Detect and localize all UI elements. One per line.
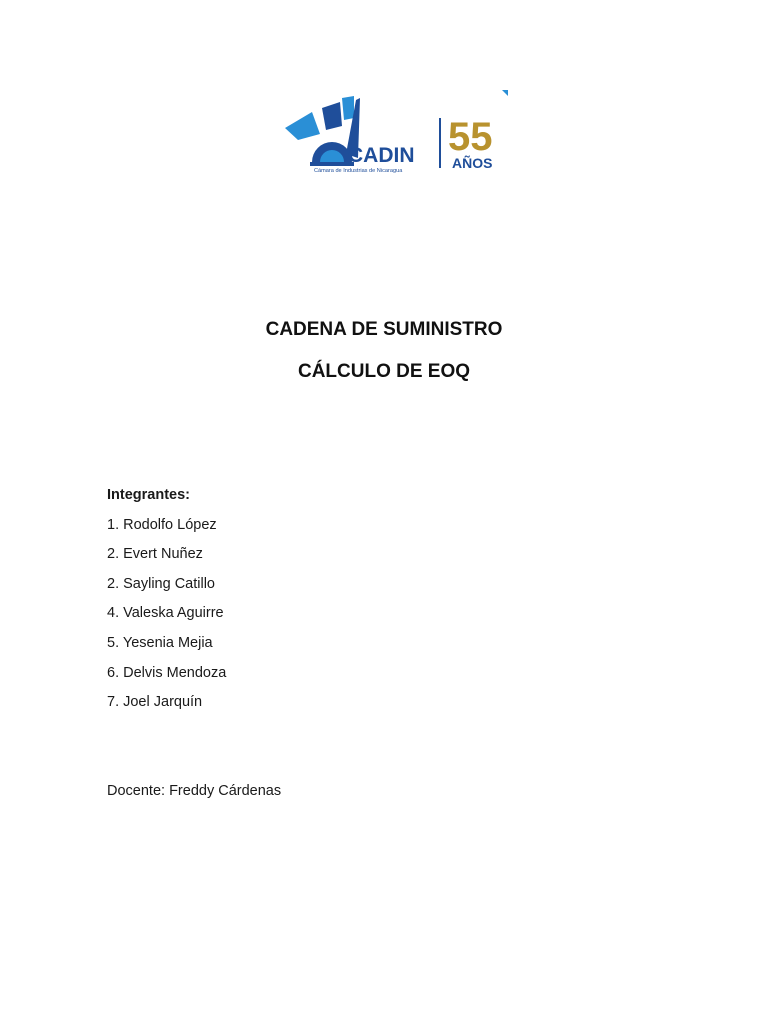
title-block <box>0 316 768 400</box>
member-item: 6. Delvis Mendoza <box>107 664 227 681</box>
member-item: 7. Joel Jarquín <box>107 694 203 711</box>
logo-divider <box>439 118 441 168</box>
members-list <box>107 485 226 722</box>
member-item: 1. Rodolfo López <box>107 516 217 533</box>
anniversary-word: AÑOS <box>452 155 493 171</box>
member-item: 5. Yesenia Mejia <box>107 634 213 651</box>
member-item: 2. Evert Nuñez <box>107 546 203 563</box>
cadin-tagline: Cámara de Industrias de Nicaragua <box>314 168 403 174</box>
teacher-line: Docente: Freddy Cárdenas <box>107 783 282 799</box>
cadin-55-anos-logo <box>282 88 512 176</box>
member-item: 2. Sayling Catillo <box>107 575 215 592</box>
members-heading: Integrantes: <box>107 487 190 503</box>
logo-corner-mark <box>502 90 508 96</box>
document-subtitle: CÁLCULO DE EOQ <box>297 361 471 382</box>
document-title: CADENA DE SUMINISTRO <box>265 319 503 340</box>
cadin-wordmark: CADIN <box>348 144 415 167</box>
member-item: 4. Valeska Aguirre <box>107 605 224 622</box>
anniversary-number: 55 <box>448 115 493 159</box>
